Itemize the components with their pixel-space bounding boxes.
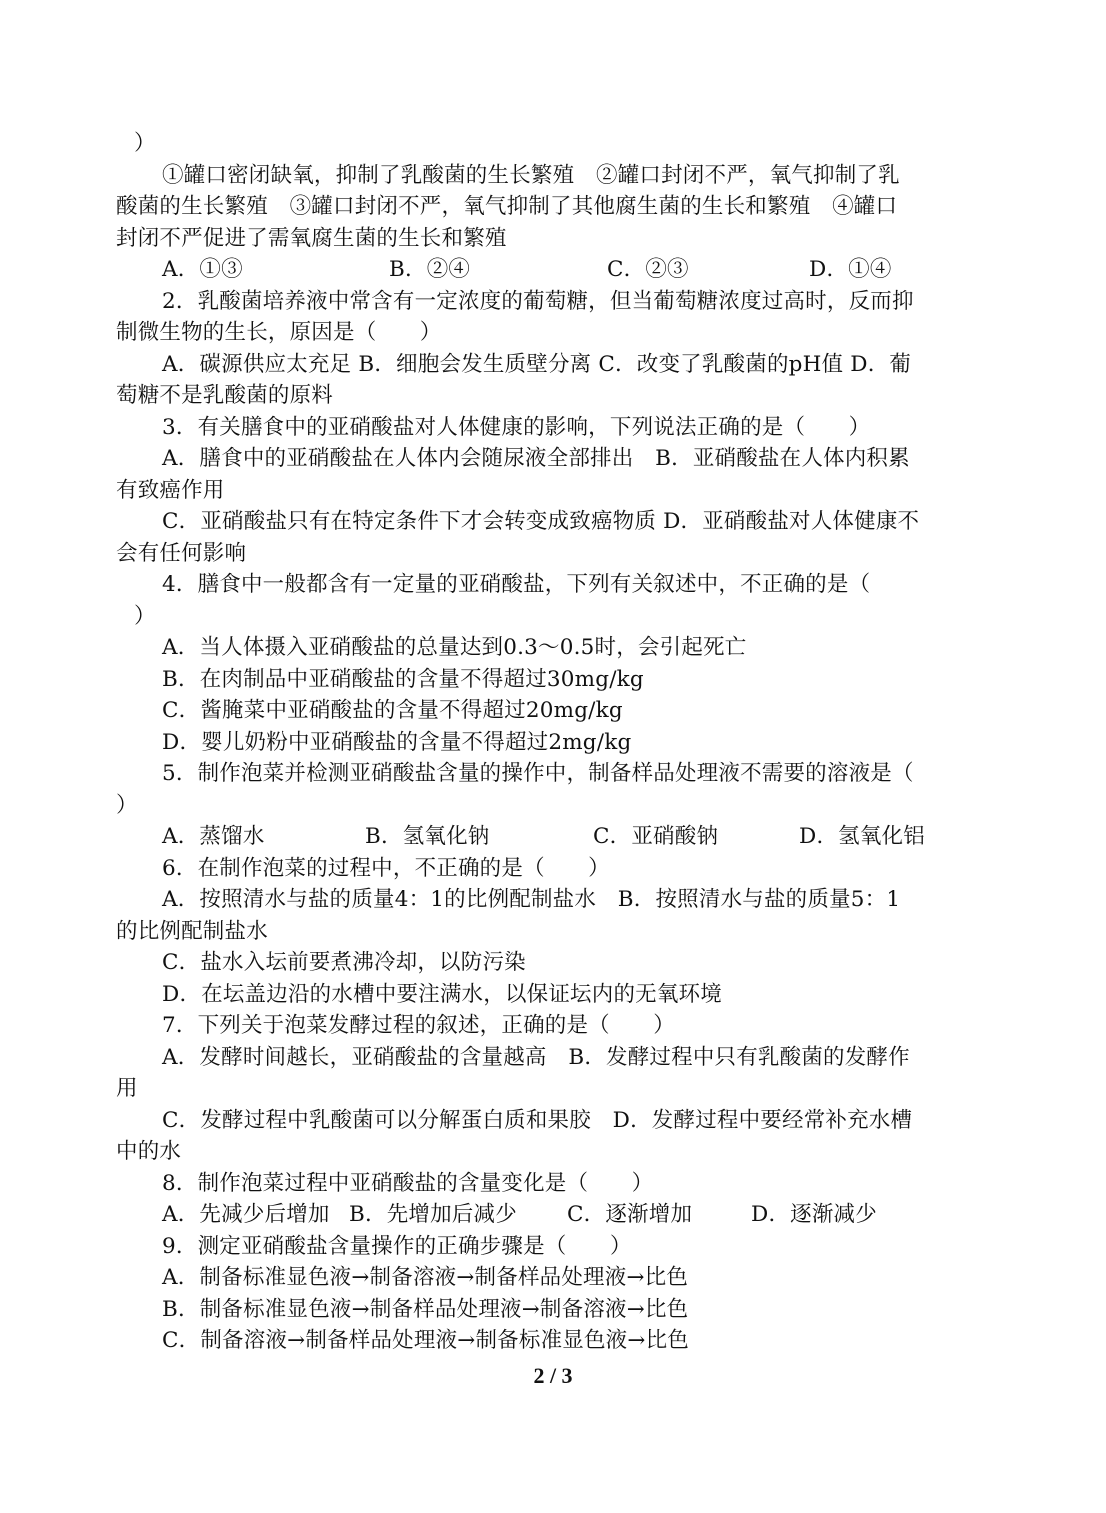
- answer-options-q8: [116, 1199, 984, 1231]
- option-d: D．逐渐减少: [751, 1202, 877, 1227]
- option-d: D．氢氧化铝: [799, 824, 925, 849]
- question-text-line: 用: [116, 1076, 138, 1101]
- question-7-options: C．发酵过程中乳酸菌可以分解蛋白质和果胶 D．发酵过程中要经常补充水槽: [162, 1107, 913, 1133]
- question-text-line: ①罐口密闭缺氧，抑制了乳酸菌的生长繁殖 ②罐口封闭不严，氧气抑制了乳: [162, 162, 900, 188]
- option-c: C．亚硝酸钠: [593, 824, 719, 849]
- question-4-option-a: A．当人体摄入亚硝酸盐的总量达到0.3～0.5时，会引起死亡: [162, 635, 747, 660]
- question-4-option-b: B．在肉制品中亚硝酸盐的含量不得超过30mg/kg: [162, 666, 644, 692]
- question-text-line: 有致癌作用: [116, 477, 225, 503]
- page-number: 2 / 3: [533, 1363, 573, 1388]
- answer-options-q5: [116, 821, 984, 853]
- question-2: 2．乳酸菌培养液中常含有一定浓度的葡萄糖，但当葡萄糖浓度过高时，反而抑: [162, 288, 914, 314]
- question-7-options: A．发酵时间越长，亚硝酸盐的含量越高 B．发酵过程中只有乳酸菌的发酵作: [162, 1044, 910, 1070]
- question-4-option-d: D．婴儿奶粉中亚硝酸盐的含量不得超过2mg/kg: [162, 729, 632, 755]
- option-c: C．逐渐增加: [567, 1202, 693, 1227]
- question-6: 6．在制作泡菜的过程中，不正确的是（ ）: [162, 855, 610, 881]
- document-body: [116, 128, 984, 1357]
- option-b: B．②④: [389, 257, 471, 282]
- question-text-line: 的比例配制盐水: [116, 918, 268, 944]
- option-d: D．①④: [809, 257, 892, 282]
- question-text-line: 封闭不严促进了需氧腐生菌的生长和繁殖: [116, 225, 507, 251]
- question-9-option-a: A．制备标准显色液→制备溶液→制备样品处理液→比色: [162, 1265, 689, 1290]
- question-continuation: ）: [134, 131, 156, 156]
- question-text-line: 中的水: [116, 1139, 182, 1164]
- question-9-option-b: B．制备标准显色液→制备样品处理液→制备溶液→比色: [162, 1296, 689, 1322]
- option-a: A．蒸馏水: [162, 824, 265, 849]
- question-continuation: ）: [134, 603, 156, 629]
- question-5: 5．制作泡菜并检测亚硝酸盐含量的操作中，制备样品处理液不需要的溶液是（: [162, 761, 914, 786]
- question-6-option-c: C．盐水入坛前要煮沸冷却，以防污染: [162, 950, 526, 975]
- question-6-option-d: D．在坛盖边沿的水槽中要注满水，以保证坛内的无氧环境: [162, 981, 722, 1007]
- question-4: 4．膳食中一般都含有一定量的亚硝酸盐，下列有关叙述中，不正确的是（: [162, 572, 871, 597]
- answer-options-q1: [116, 254, 984, 286]
- question-text-line: 萄糖不是乳酸菌的原料: [116, 383, 334, 408]
- question-7: 7．下列关于泡菜发酵过程的叙述，正确的是（ ）: [162, 1013, 675, 1038]
- question-3-options: A．膳食中的亚硝酸盐在人体内会随尿液全部排出 B．亚硝酸盐在人体内积累: [162, 446, 910, 471]
- question-3: 3．有关膳食中的亚硝酸盐对人体健康的影响，下列说法正确的是（ ）: [162, 414, 871, 440]
- option-b: B．氢氧化钠: [365, 824, 490, 849]
- option-a: A．先减少后增加: [162, 1202, 330, 1227]
- question-text-line: 会有任何影响: [116, 540, 247, 566]
- option-c: C．②③: [607, 257, 689, 282]
- option-b: B．先增加后减少: [349, 1202, 517, 1227]
- question-text-line: 酸菌的生长繁殖 ③罐口封闭不严，氧气抑制了其他腐生菌的生长和繁殖 ④罐口: [116, 194, 898, 219]
- question-6-options: A．按照清水与盐的质量4：1的比例配制盐水 B．按照清水与盐的质量5：1: [162, 887, 901, 912]
- question-9: 9．测定亚硝酸盐含量操作的正确步骤是（ ）: [162, 1233, 632, 1259]
- question-9-option-c: C．制备溶液→制备样品处理液→制备标准显色液→比色: [162, 1328, 689, 1353]
- question-8: 8．制作泡菜过程中亚硝酸盐的含量变化是（ ）: [162, 1170, 654, 1196]
- question-2-options: A．碳源供应太充足 B．细胞会发生质壁分离 C．改变了乳酸菌的pH值 D．葡: [162, 351, 912, 377]
- question-text-line: 制微生物的生长，原因是（ ）: [116, 320, 442, 345]
- question-4-option-c: C．酱腌菜中亚硝酸盐的含量不得超过20mg/kg: [162, 698, 623, 723]
- option-a: A．①③: [162, 257, 243, 282]
- question-continuation: ）: [116, 792, 138, 818]
- question-3-options: C．亚硝酸盐只有在特定条件下才会转变成致癌物质 D．亚硝酸盐对人体健康不: [162, 509, 920, 534]
